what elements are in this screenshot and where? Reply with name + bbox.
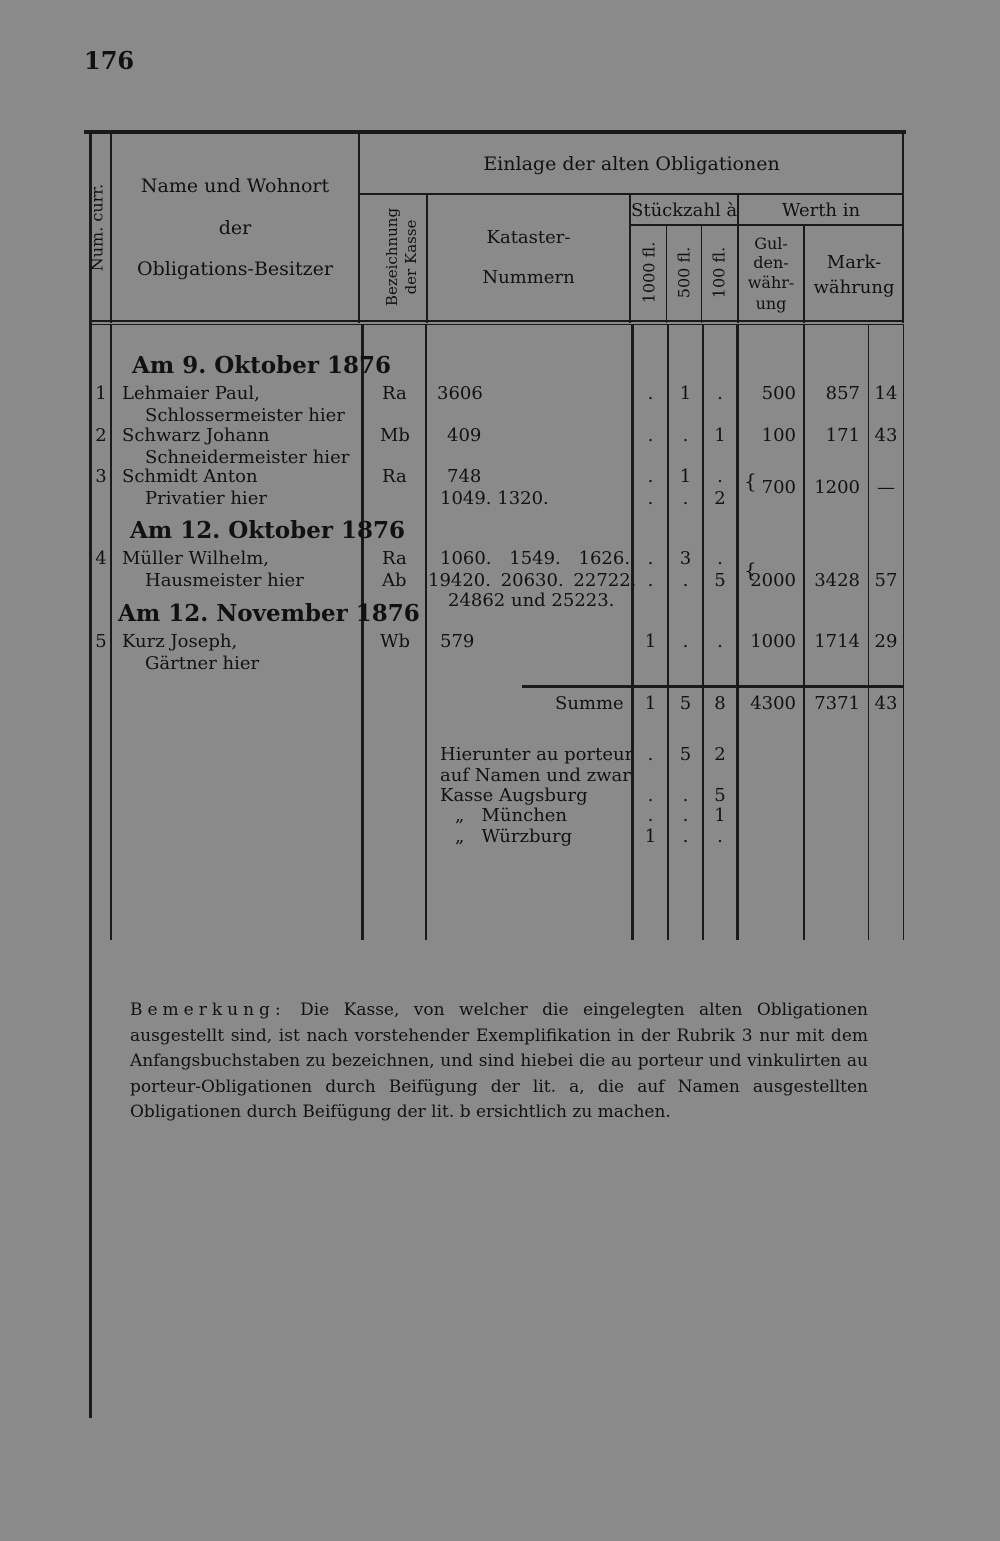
owner-occupation: Hausmeister hier: [145, 570, 304, 591]
header-einlage: Einlage der alten Obligationen: [483, 153, 780, 175]
kataster-numbers: 19420. 20630. 22722.: [428, 570, 637, 591]
breakdown-label: „ München: [455, 805, 568, 826]
value-gulden: 2000: [750, 570, 796, 591]
breakdown-label: „ Würzburg: [455, 826, 573, 847]
value-pfennig: 29: [874, 631, 898, 652]
count-1000: 1: [644, 631, 657, 652]
owner-occupation: Schlossermeister hier: [145, 405, 345, 426]
header-kataster-2: Nummern: [482, 267, 575, 288]
date-heading: Am 12. Oktober 1876: [130, 517, 406, 544]
count-1000: 1: [644, 826, 657, 847]
date-heading: Am 12. November 1876: [118, 600, 420, 627]
count-100: 1: [714, 425, 726, 446]
header-gulden-3: währ-: [747, 273, 795, 292]
value-mark: 1714: [814, 631, 860, 652]
count-500: .: [682, 488, 689, 509]
value-pfennig: —: [877, 477, 895, 498]
value-pfennig: 43: [874, 425, 898, 446]
count-100: 8: [714, 693, 726, 714]
owner-occupation: Gärtner hier: [145, 653, 260, 674]
kasse-code: Mb: [380, 425, 410, 446]
count-500: .: [682, 826, 689, 847]
count-100: .: [717, 383, 723, 404]
row-num: 2: [95, 425, 107, 446]
count-100: .: [717, 631, 723, 652]
breakdown-label: auf Namen und zwar: [440, 765, 631, 786]
value-gulden: 100: [761, 425, 796, 446]
remark-label: Bemerkung:: [130, 1000, 286, 1020]
count-1000: .: [647, 744, 654, 765]
header-mark-2: währung: [813, 277, 895, 298]
page-number: 176: [84, 46, 135, 75]
breakdown-label: Kasse Augsburg: [440, 785, 588, 806]
owner-name: Lehmaier Paul,: [122, 383, 260, 404]
breakdown-label: Hierunter au porteur: [440, 744, 634, 765]
value-gulden: 500: [761, 383, 796, 404]
count-500: 1: [679, 383, 692, 404]
header-1000: 1000 fl.: [639, 241, 659, 304]
count-500: .: [682, 570, 689, 591]
kasse-code: Wb: [380, 631, 411, 652]
value-gulden: 700: [761, 477, 796, 498]
kasse-code: Ra: [382, 466, 407, 487]
kasse-code: Ra: [382, 548, 407, 569]
value-gulden: 4300: [750, 693, 796, 714]
header-mark-1: Mark-: [826, 252, 882, 273]
count-1000: 1: [644, 693, 657, 714]
remark-text: Die Kasse, von welcher die eingelegten alten Obligationen ausgestellt sind, ist nach vorstehender Exemplifikation in der Rubrik 3 nur mit dem Anfangsbuchstaben zu bezeichnen, und sind hiebei die au porteur und vinkulirten au porteur-Obligationen durch Beifügung der lit. a, die auf Namen ausgestellten Obligationen durch Beifügung der lit. b ersichtlich zu machen.: [130, 1000, 868, 1122]
owner-name: Müller Wilhelm,: [122, 548, 270, 569]
owner-name: Schwarz Johann: [122, 425, 270, 446]
count-100: 5: [714, 785, 726, 806]
kataster-numbers: 748: [447, 466, 482, 487]
kataster-numbers: 1060. 1549. 1626.: [440, 548, 631, 569]
value-mark: 7371: [814, 693, 860, 714]
count-500: .: [682, 631, 689, 652]
header-werth: Werth in: [781, 200, 861, 221]
kataster-numbers: 579: [440, 631, 475, 652]
header-500: 500 fl.: [674, 246, 694, 299]
count-1000: .: [647, 425, 654, 446]
count-500: .: [682, 425, 689, 446]
header-gulden-4: ung: [755, 294, 787, 313]
count-1000: .: [647, 805, 654, 826]
count-1000: .: [647, 570, 654, 591]
count-500: 5: [679, 693, 692, 714]
brace-icon: {: [744, 558, 757, 582]
count-1000: .: [647, 785, 654, 806]
count-100: .: [717, 466, 723, 487]
kataster-numbers: 409: [447, 425, 482, 446]
count-500: 5: [679, 744, 692, 765]
value-pfennig: 43: [874, 693, 898, 714]
count-1000: .: [647, 383, 654, 404]
value-pfennig: 14: [874, 383, 898, 404]
count-500: 1: [679, 466, 692, 487]
header-kasse-2: der Kasse: [402, 219, 420, 295]
row-num: 5: [95, 631, 107, 652]
value-gulden: 1000: [750, 631, 796, 652]
header-gulden-2: den-: [753, 253, 789, 272]
value-mark: 3428: [814, 570, 860, 591]
row-num: 1: [95, 383, 107, 404]
value-mark: 171: [825, 425, 860, 446]
count-500: 3: [679, 548, 692, 569]
count-100: 2: [714, 744, 726, 765]
header-100: 100 fl.: [709, 246, 729, 299]
value-mark: 857: [825, 383, 860, 404]
kasse-code: Ab: [382, 570, 407, 591]
row-num: 4: [95, 548, 107, 569]
brace-icon: {: [744, 469, 757, 493]
count-1000: .: [647, 488, 654, 509]
count-100: 5: [714, 570, 726, 591]
count-500: .: [682, 805, 689, 826]
header-name-3: Obligations-Besitzer: [137, 258, 333, 280]
header-name-1: Name und Wohnort: [140, 175, 330, 197]
count-1000: .: [647, 548, 654, 569]
owner-occupation: Privatier hier: [145, 488, 267, 509]
remark: [130, 998, 868, 1126]
count-100: 2: [714, 488, 726, 509]
count-100: .: [717, 826, 723, 847]
owner-name: Kurz Joseph,: [122, 631, 238, 652]
kataster-numbers: 1049. 1320.: [440, 488, 549, 509]
value-pfennig: 57: [874, 570, 898, 591]
header-name-2: der: [218, 217, 252, 239]
header-stueckzahl: Stückzahl à: [631, 200, 738, 221]
header-kataster-1: Kataster-: [486, 227, 571, 248]
count-1000: .: [647, 466, 654, 487]
kasse-code: Ra: [382, 383, 407, 404]
header-num: Num. curr.: [87, 183, 107, 272]
count-100: 1: [714, 805, 726, 826]
value-mark: 1200: [814, 477, 860, 498]
date-heading: Am 9. Oktober 1876: [132, 352, 391, 379]
summe-label: Summe: [555, 693, 624, 714]
row-num: 3: [95, 466, 107, 487]
owner-occupation: Schneidermeister hier: [145, 447, 350, 468]
header-kasse-1: Bezeichnung: [383, 207, 401, 307]
count-500: .: [682, 785, 689, 806]
kataster-numbers: 3606: [437, 383, 483, 404]
owner-name: Schmidt Anton: [122, 466, 258, 487]
header-gulden-1: Gul-: [754, 234, 788, 253]
kataster-numbers: 24862 und 25223.: [448, 590, 615, 611]
count-100: .: [717, 548, 723, 569]
